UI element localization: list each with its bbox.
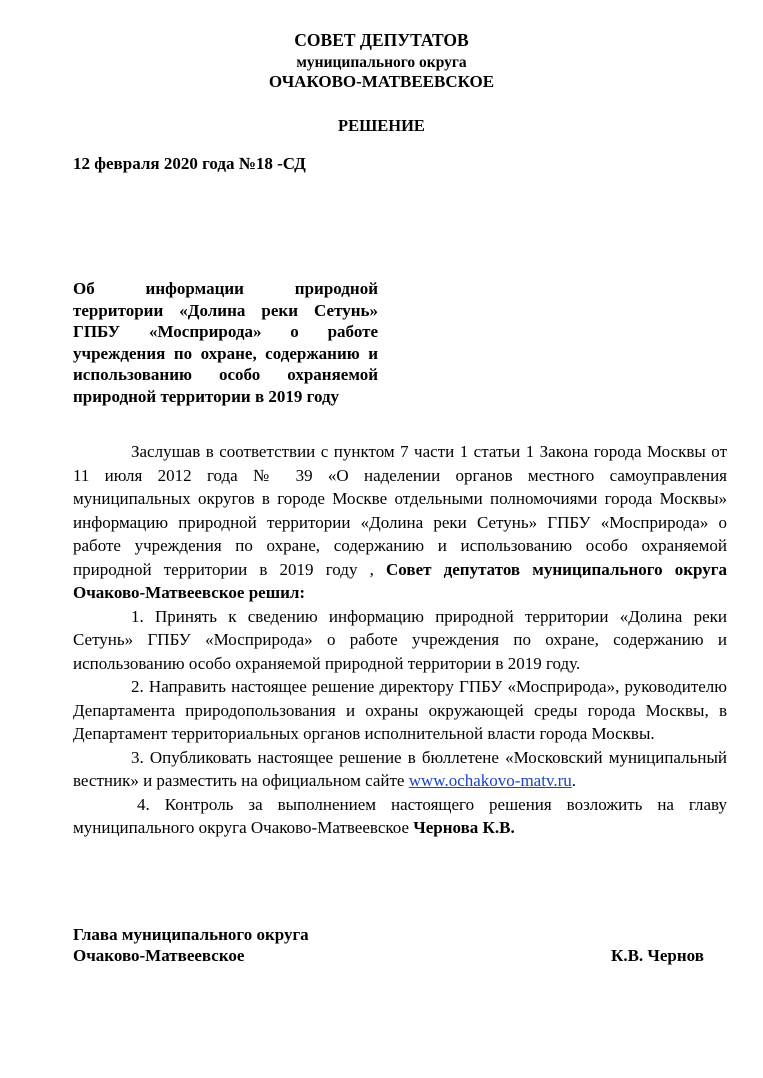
decision-body — [73, 440, 727, 840]
item-4-text: 4. Контроль за выполнением настоящего решения возложить на главу муниципального округа Очаково-Матвеевское — [73, 794, 727, 837]
site-link[interactable]: www.ochakovo-matv.ru — [408, 771, 572, 790]
district-name: ОЧАКОВО-МАТВЕЕВСКОЕ — [268, 72, 495, 91]
preamble-text: Заслушав в соответствии с пунктом 7 части 1 статьи 1 Закона города Москвы от 11 июля 2012 года № 39 «О наделении органов местного самоуправления муниципальных округов в городе Москве отдельными полномочиями города Москвы» информацию природной территории «Долина реки Сетунь» ГПБУ «Мосприрода» о работе учреждения по охране, содержанию и использованию особо охраняемой природной территории в 2019 году , — [73, 442, 727, 579]
council-title: СОВЕТ ДЕПУТАТОВ — [294, 30, 469, 50]
item-3-end: . — [571, 771, 576, 790]
signature-name: К.В. Чернов — [611, 946, 704, 965]
district-type: муниципального округа — [296, 54, 467, 71]
item-3 — [73, 746, 727, 793]
preamble-paragraph — [73, 440, 727, 605]
preamble-resolution: Совет депутатов муниципального округа Очаково-Матвеевское решил: — [73, 559, 727, 602]
document-type: РЕШЕНИЕ — [338, 116, 425, 135]
item-4 — [73, 793, 727, 840]
date-number: 12 февраля 2020 года №18 -СД — [73, 154, 306, 173]
signature-title-line2: Очаково-Матвеевское — [73, 946, 245, 965]
item-1: 1. Принять к сведению информацию природной территории «Долина реки Сетунь» ГПБУ «Мосприрода» о работе учреждения по охране, содержанию и использованию особо охраняемой природной территории в 2019 году. — [73, 606, 727, 673]
item-4-name: Чернова К.В. — [413, 818, 515, 837]
item-2: 2. Направить настоящее решение директору ГПБУ «Мосприрода», руководителю Департамента природопользования и охраны окружающей среды города Москвы, в Департамент территориальных органов исполнительной власти города Москвы. — [73, 677, 727, 743]
item-3-text: 3. Опубликовать настоящее решение в бюллетене «Московский муниципальный вестник» и разместить на официальном сайте — [73, 747, 727, 790]
decision-subject: Об информации природной территории «Долина реки Сетунь» ГПБУ «Мосприрода» о работе учреждения по охране, содержанию и использованию особо охраняемой природной территории в 2019 году — [73, 279, 378, 406]
signature-title-line1: Глава муниципального округа — [73, 925, 309, 944]
